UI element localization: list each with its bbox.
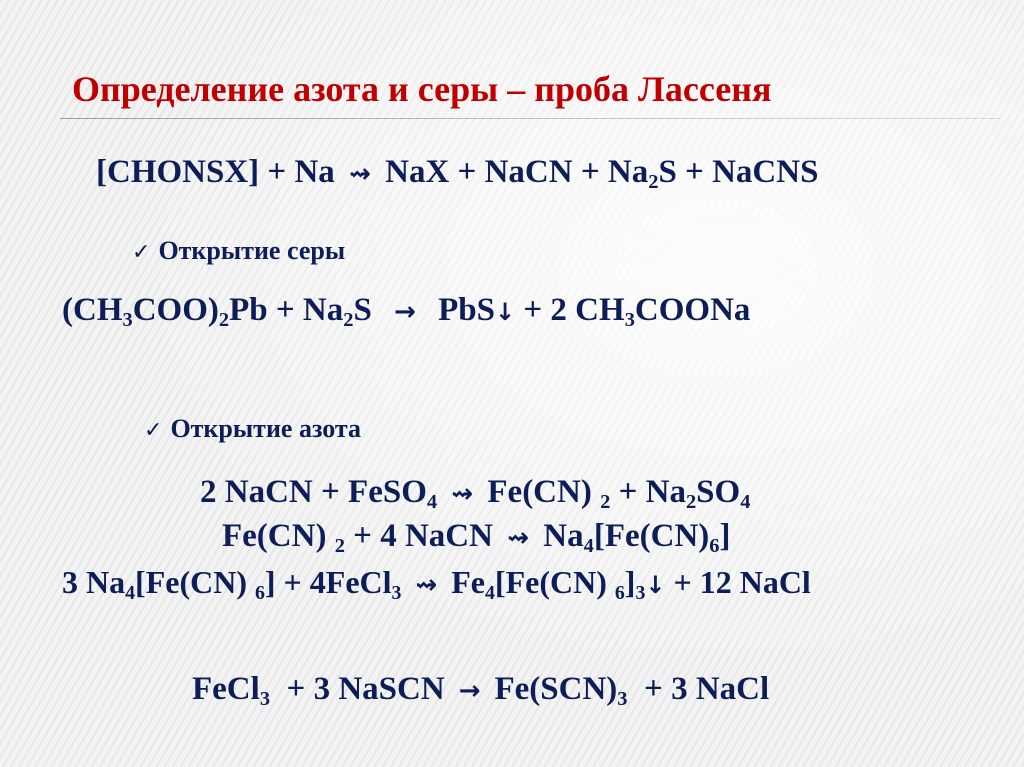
arrow-icon: →: [394, 297, 416, 327]
formula-part: + 3 NaSCN: [270, 671, 445, 707]
nitrogen-reaction-3: [62, 562, 811, 605]
formula-part: Pb + Na: [229, 292, 344, 328]
reaction-general-lhs: [CHONSX] + Na: [96, 154, 335, 190]
subscript: 4: [485, 581, 495, 604]
nitrogen-reaction-1: [200, 472, 750, 514]
nitrogen-heading: [144, 413, 361, 447]
subscript: 2: [600, 491, 611, 514]
formula-part: S: [353, 292, 372, 328]
subscript: 3: [259, 688, 271, 711]
subscript: 4: [426, 491, 438, 514]
formula-part: [Fe(CN): [593, 518, 710, 554]
subscript: 4: [583, 535, 594, 558]
formula-part: Fe(SCN): [494, 671, 618, 707]
formula-part: ]: [624, 564, 636, 600]
subscript: 4: [740, 491, 751, 514]
reaction-general: [96, 152, 818, 194]
arrow-icon: →: [458, 676, 481, 706]
formula-part: ] + 4FeCl: [264, 564, 392, 600]
subscript: 6: [709, 535, 720, 558]
formula-part: Fe(CN): [222, 518, 335, 554]
formula-part: (CH: [62, 292, 123, 328]
subscript: 3: [122, 309, 133, 332]
formula-part: COONa: [634, 292, 751, 328]
formula-part: 2 NaCN + FeSO: [200, 474, 427, 510]
reaction-general-rhs-a: NaX + NaCN + Na: [385, 154, 649, 190]
subscript: 2: [334, 535, 345, 558]
formula-part: SO: [696, 474, 741, 510]
slide-title: Определение азота и серы – проба Лассеня: [72, 69, 772, 109]
formula-part: + 4 NaCN: [344, 518, 493, 554]
subscript: 2: [218, 309, 230, 332]
checkmark-icon: ✓: [132, 240, 151, 265]
subscript: 4: [125, 581, 136, 604]
subscript: 6: [254, 581, 265, 604]
formula-part: + 12 NaCl: [665, 564, 811, 600]
reaction-general-rhs-b: S + NaCNS: [658, 154, 819, 190]
arrow-icon: ⇝: [415, 570, 438, 600]
subscript: 3: [635, 581, 646, 604]
thiocyanate-reaction: [192, 669, 769, 711]
sulfur-heading-text: Открытие серы: [158, 236, 346, 265]
precipitate-arrow-icon: ↓: [645, 571, 666, 599]
formula-part: PbS: [438, 292, 496, 328]
title-divider: [60, 118, 1000, 119]
formula-part: Fe: [451, 564, 485, 600]
formula-part: [Fe(CN): [135, 564, 255, 600]
precipitate-arrow-icon: ↓: [495, 298, 516, 326]
formula-part: FeCl: [192, 671, 260, 707]
formula-part: [Fe(CN): [494, 564, 615, 600]
subscript: 3: [391, 581, 402, 604]
nitrogen-reaction-2: [222, 516, 731, 558]
subscript: 3: [617, 688, 628, 711]
subscript: 6: [614, 581, 625, 604]
subscript: 2: [685, 491, 697, 514]
sulfur-heading: [132, 235, 345, 269]
formula-part: + Na: [610, 474, 686, 510]
sulfur-reaction: [62, 290, 750, 332]
checkmark-icon: ✓: [144, 418, 163, 443]
subscript: 2: [343, 309, 354, 332]
formula-part: Fe(CN): [487, 474, 601, 510]
subscript: 3: [624, 309, 635, 332]
formula-part: + 2 CH: [515, 292, 625, 328]
arrow-icon: ⇝: [507, 523, 530, 553]
formula-part: Na: [543, 518, 584, 554]
formula-part: 3 Na: [62, 564, 126, 600]
arrow-icon: ⇝: [451, 479, 474, 509]
formula-part: COO): [132, 292, 219, 328]
nitrogen-heading-text: Открытие азота: [170, 414, 362, 443]
formula-part: + 3 NaCl: [627, 671, 770, 707]
arrow-icon: ⇝: [349, 159, 371, 189]
formula-part: ]: [719, 518, 731, 554]
subscript: 2: [648, 171, 659, 194]
